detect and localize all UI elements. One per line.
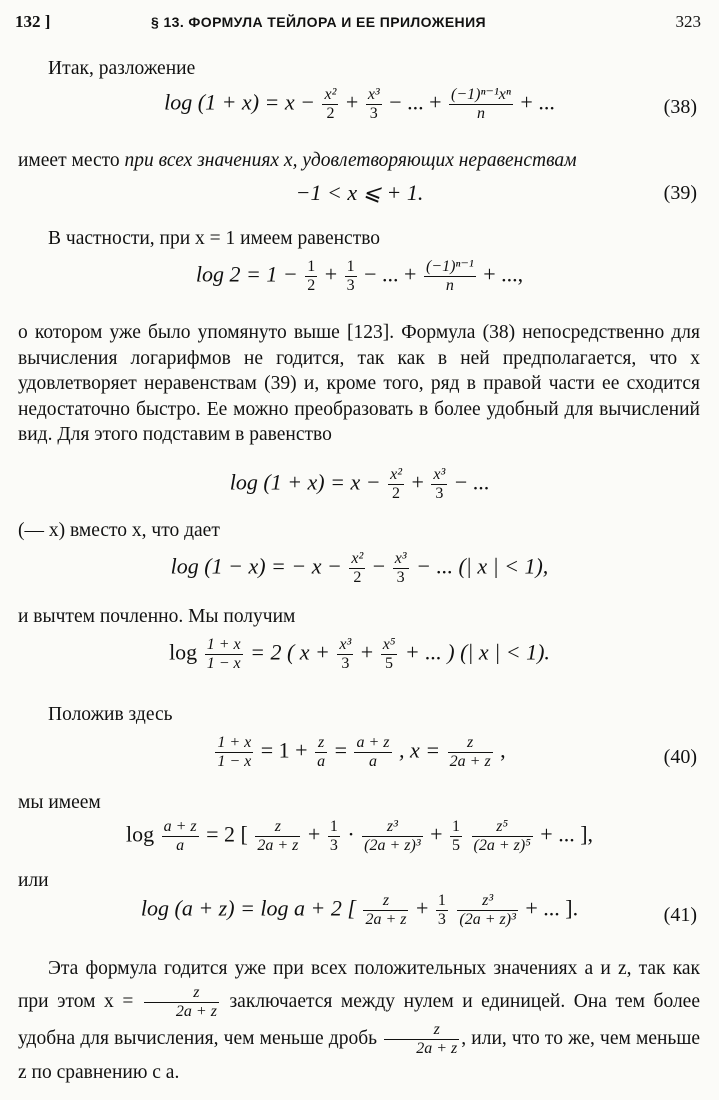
fraction: $\frac{\text{z³}}{\text{(2a + z)³}}$ bbox=[459, 892, 516, 928]
fraction: $\frac{z}{2a + z}$ bbox=[365, 892, 407, 928]
paragraph-4: о котором уже было упомянуто выше [123]. Формула (38) непосредственно для вычисления логарифмов не годится, так как в ней предполагается, что x удовлетворяет неравенствам (39) и, кроме того, ряд в правой части ее сходится недостаточно быстро. Ее можно преобразовать в более удобный для вычислений вид. Для этого подставим в равенство bbox=[18, 322, 700, 445]
fraction: $\frac{1}{2}$ bbox=[307, 258, 316, 294]
equation-label: (40) bbox=[663, 746, 697, 768]
paragraph-6: и вычтем почленно. Мы получим bbox=[18, 606, 296, 627]
left-page-ref: 132 ] bbox=[15, 12, 51, 31]
page-header bbox=[15, 12, 701, 38]
fraction: $\frac{\text{x³}}{3}$ bbox=[433, 466, 446, 502]
fraction: $\frac{\text{(−1)ⁿ⁻¹}}{n}$ bbox=[425, 258, 474, 294]
equation-label: (38) bbox=[663, 96, 697, 118]
equation-negative: log (1 − x) = − x − $\frac{\text{x²}}{2}$ − $\frac{\text{x³}}{3}$ − ... (| x | < 1), bbox=[170, 550, 549, 586]
fraction: $\frac{1 + x}{1 - x}$ bbox=[217, 734, 252, 770]
fraction: $\frac{\text{x²}}{2}$ bbox=[324, 86, 337, 122]
fraction: $\frac{\text{x²}}{2}$ bbox=[351, 550, 364, 586]
fraction: $\frac{z}{a}$ bbox=[317, 734, 326, 770]
section-title: § 13. ФОРМУЛА ТЕЙЛОРА И ЕЕ ПРИЛОЖЕНИЯ bbox=[151, 14, 486, 30]
page-number: 323 bbox=[675, 12, 701, 31]
paragraph-10: Эта формула годится уже при всех положительных значениях a и z, так как при этом x = $\frac{z}{2a + z}$ заключается между нулем и единицей. Она тем более удобна для вычисления, чем меньше дробь $\frac{z}{2a + z}$ , или, что то же, чем меньше z по сравнению с a. bbox=[18, 958, 700, 1083]
equation-label: (41) bbox=[663, 904, 697, 926]
equation-label: (39) bbox=[663, 182, 697, 204]
fraction: $\frac{\text{z⁵}}{\text{(2a + z)⁵}}$ bbox=[473, 818, 531, 854]
fraction: $\frac{\text{x³}}{3}$ bbox=[394, 550, 407, 586]
paragraph-8: мы имеем bbox=[18, 792, 101, 813]
paragraph-3: В частности, при x = 1 имеем равенство bbox=[48, 228, 381, 249]
paragraph-2: имеет место при всех значениях x, удовлетворяющих неравенствам bbox=[18, 150, 577, 171]
equation-difference: log $\frac{1 + x}{1 - x}$ = 2 ( x + $\frac{\text{x³}}{3}$ + $\frac{\text{x⁵}}{5}$ + ... ) (| x | < 1). bbox=[169, 636, 550, 672]
fraction: $\frac{\text{(−1)ⁿ⁻¹xⁿ}}{n}$ bbox=[451, 86, 511, 122]
fraction: $\frac{z}{2a + z}$ bbox=[257, 818, 299, 854]
fraction: $\frac{a + z}{a}$ bbox=[356, 734, 390, 770]
paragraph-5: (— x) вместо x, что дает bbox=[18, 520, 220, 541]
equation-log2: log 2 = 1 − $\frac{1}{2}$ + $\frac{1}{3}$ − ... + $\frac{\text{(−1)ⁿ⁻¹}}{n}$ + ..., bbox=[195, 258, 524, 294]
paragraph-7: Положив здесь bbox=[48, 704, 173, 725]
fraction: $\frac{z}{2a + z}$ bbox=[384, 1021, 459, 1058]
equation-39: −1 < x ⩽ + 1. (39) bbox=[295, 180, 697, 205]
equation-38: log (1 + x) = x − $\frac{\text{x²}}{2}$ + $\frac{\text{x³}}{3}$ − ... + $\frac{\text{(−1)ⁿ⁻¹xⁿ}}{n}$ + ... (38) bbox=[164, 86, 697, 122]
fraction: $\frac{1}{3}$ bbox=[329, 818, 338, 854]
fraction: $\frac{\text{x³}}{3}$ bbox=[339, 636, 352, 672]
equation-log-a: log $\frac{a + z}{a}$ = 2 [ $\frac{z}{2a + z}$ + $\frac{1}{3}$ · $\frac{\text{z³}}{\text{(2a + z)³}}$ + $\frac{1}{5}$ $\frac{\text{z⁵}}{\text{(2a + z)⁵}}$ + ... ], bbox=[125, 818, 594, 854]
fraction: $\frac{1}{3}$ bbox=[437, 892, 446, 928]
equation-41: log (a + z) = log a + 2 [ $\frac{z}{2a + z}$ + $\frac{1}{3}$ $\frac{\text{z³}}{\text{(2a + z)³}}$ + ... ]. (41) bbox=[140, 892, 697, 928]
fraction: $\frac{1}{5}$ bbox=[452, 818, 461, 854]
fraction: $\frac{1}{3}$ bbox=[346, 258, 355, 294]
fraction: $\frac{1 + x}{1 - x}$ bbox=[206, 636, 241, 672]
fraction: $\frac{z}{2a + z}$ bbox=[449, 734, 491, 770]
fraction: $\frac{\text{x⁵}}{5}$ bbox=[382, 636, 396, 672]
paragraph-9: или bbox=[18, 870, 49, 891]
fraction: $\frac{\text{x²}}{2}$ bbox=[390, 466, 402, 502]
fraction: $\frac{z}{2a + z}$ bbox=[144, 984, 219, 1021]
fraction: $\frac{\text{z³}}{\text{(2a + z)³}}$ bbox=[364, 818, 421, 854]
equation-substitution: log (1 + x) = x − $\frac{\text{x²}}{2}$ + $\frac{\text{x³}}{3}$ − ... bbox=[229, 466, 490, 502]
fraction: $\frac{a + z}{a}$ bbox=[163, 818, 197, 854]
paragraph-1: Итак, разложение bbox=[48, 58, 196, 79]
equation-40: $\frac{1 + x}{1 - x}$ = 1 + $\frac{z}{a}$ = $\frac{a + z}{a}$ , x = $\frac{z}{2a + z}$ , (40) bbox=[217, 734, 697, 770]
fraction: $\frac{\text{x³}}{3}$ bbox=[367, 86, 380, 122]
